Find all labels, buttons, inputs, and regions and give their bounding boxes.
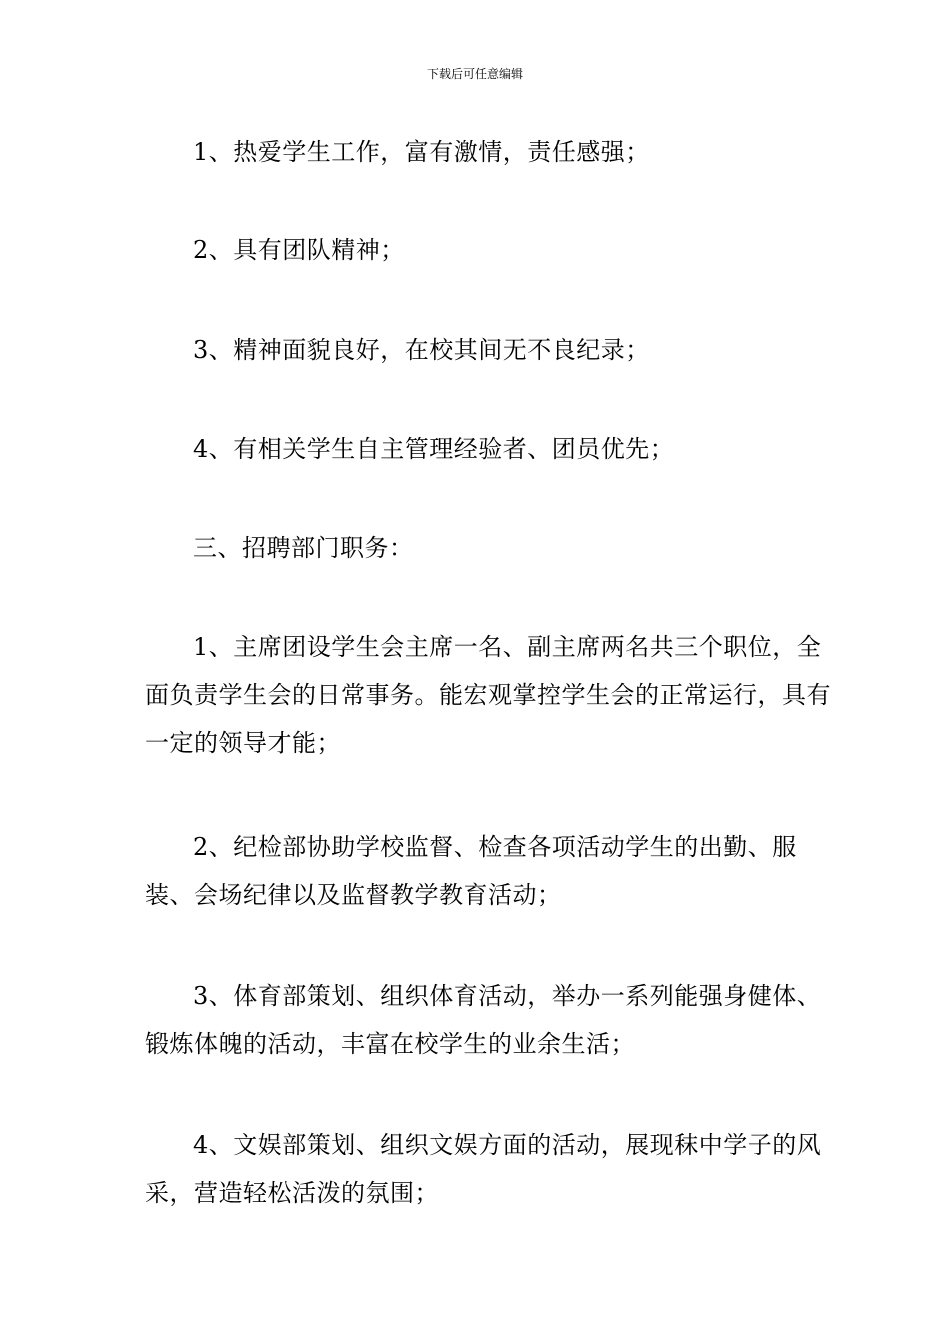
paragraph-position-2: 2、纪检部协助学校监督、检查各项活动学生的出勤、服装、会场纪律以及监督教学教育活动； — [145, 833, 797, 909]
paragraph-requirement-4: 4、有相关学生自主管理经验者、团员优先； — [193, 435, 675, 463]
section-heading-positions: 三、招聘部门职务： — [193, 534, 414, 562]
paragraph-position-4: 4、文娱部策划、组织文娱方面的活动，展现秣中学子的风采，营造轻松活泼的氛围； — [145, 1131, 822, 1207]
paragraph-requirement-3: 3、精神面貌良好，在校其间无不良纪录； — [193, 336, 650, 364]
paragraph-position-3: 3、体育部策划、组织体育活动，举办一系列能强身健体、锻炼体魄的活动，丰富在校学生的业余生活； — [145, 982, 822, 1058]
paragraph-requirement-2: 2、具有团队精神； — [193, 236, 405, 264]
paragraph-position-1: 1、主席团设学生会主席一名、副主席两名共三个职位，全面负责学生会的日常事务。能宏观掌控学生会的正常运行，具有一定的领导才能； — [145, 633, 831, 757]
paragraph-requirement-1: 1、热爱学生工作，富有激情，责任感强； — [193, 138, 650, 166]
header-note: 下载后可任意编辑 — [426, 67, 523, 81]
